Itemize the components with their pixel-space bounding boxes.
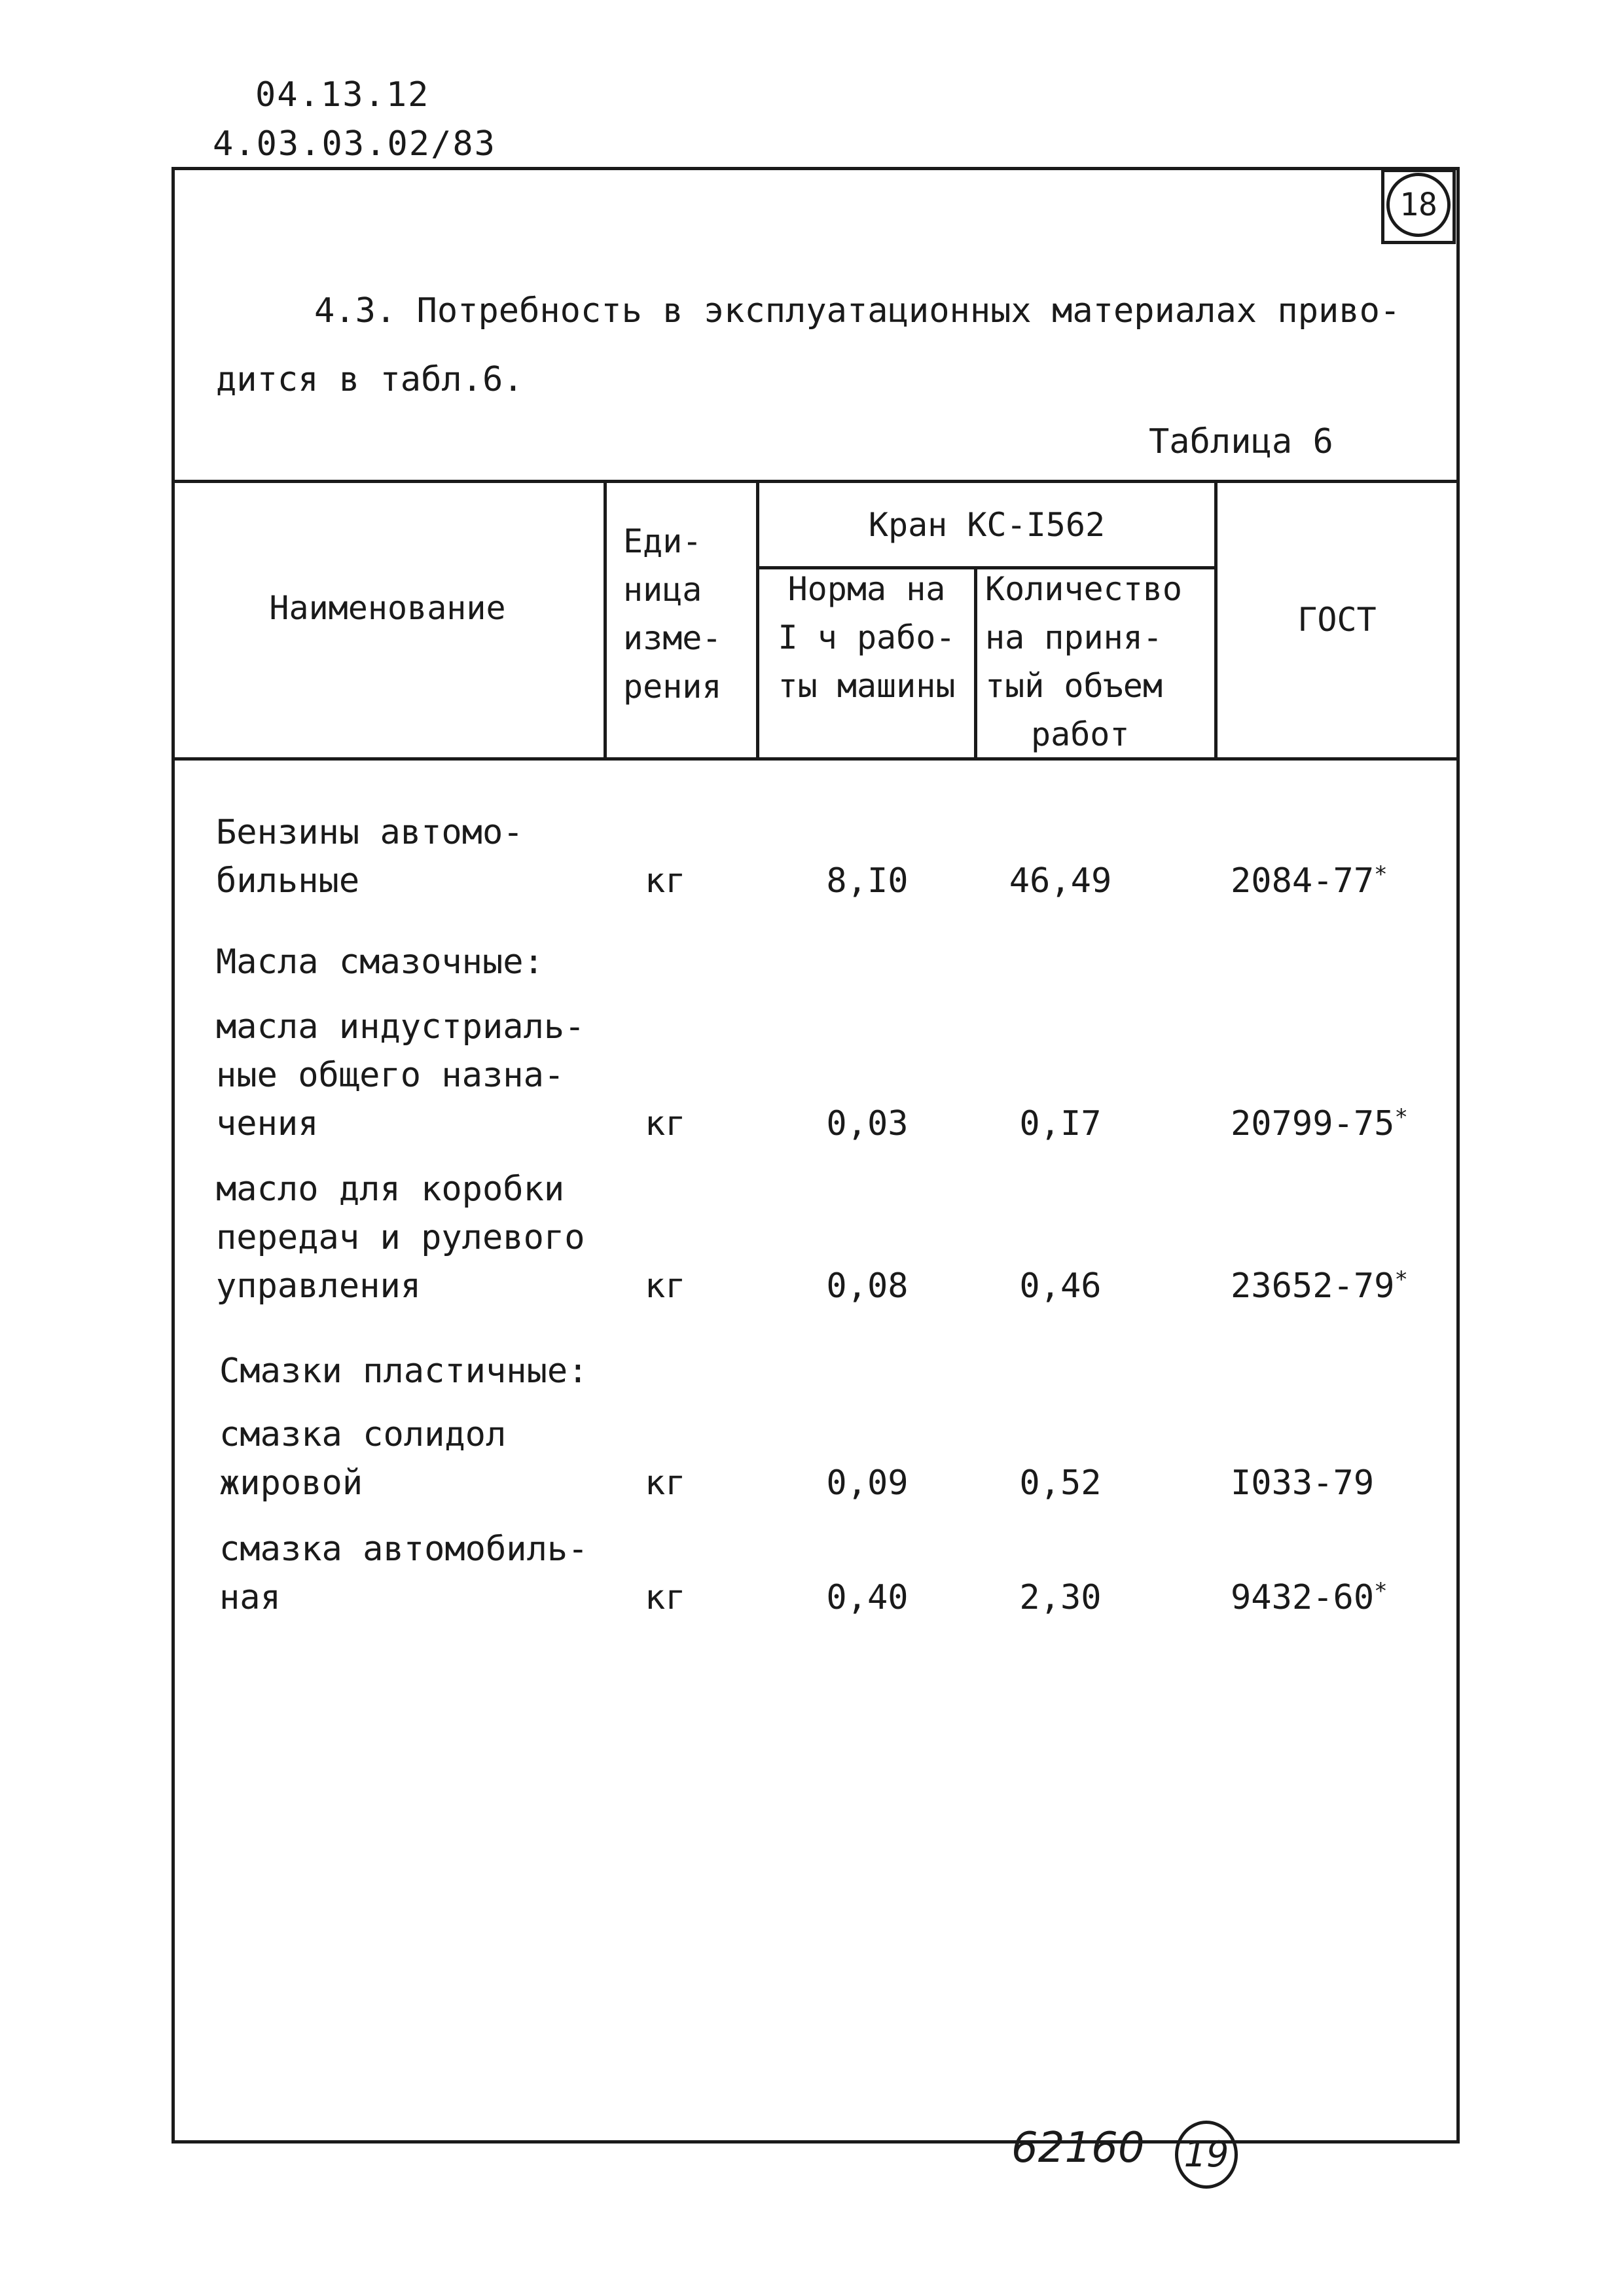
table-header-bottom-border xyxy=(171,757,1460,761)
row-gost-star: * xyxy=(1374,1578,1388,1604)
row-unit: кг xyxy=(645,1578,686,1617)
header-name: Наименование xyxy=(269,589,506,627)
row-quantity: 46,49 xyxy=(1009,861,1112,901)
header-norm-line: ты машины xyxy=(778,667,956,705)
row-norm: 8,I0 xyxy=(826,861,909,901)
header-unit-line: рения xyxy=(623,668,722,706)
header-unit-line: ница xyxy=(623,571,702,609)
row-gost xyxy=(1231,1262,1408,1310)
row-name-line: Бензины автомо- xyxy=(216,813,524,852)
row-gost xyxy=(1231,1459,1374,1507)
row-name xyxy=(219,1525,588,1622)
row-name xyxy=(219,1410,506,1507)
document-code-2: 4.03.03.02/83 xyxy=(213,124,496,164)
page-number: 18 xyxy=(1386,173,1451,237)
row-name-line: ные общего назна- xyxy=(216,1056,565,1095)
row-name-line: масла индустриаль- xyxy=(216,1007,585,1047)
row-name xyxy=(216,1003,585,1148)
row-norm: 0,40 xyxy=(826,1578,909,1617)
table-top-border xyxy=(171,480,1460,483)
row-name-line: масло для коробки xyxy=(216,1170,565,1209)
row-gost-number: 2084-77 xyxy=(1231,861,1375,901)
row-gost xyxy=(1231,857,1388,905)
row-name-line: ная xyxy=(219,1578,281,1617)
row-gost xyxy=(1231,1573,1388,1622)
row-gost-number: 9432-60 xyxy=(1231,1578,1375,1617)
row-name-line: бильные xyxy=(216,861,360,901)
header-norm-line: I ч рабо- xyxy=(778,619,956,656)
row-name-line: смазка солидол xyxy=(219,1415,507,1454)
header-quantity-line: тый объем xyxy=(985,667,1163,705)
row-name xyxy=(216,1165,585,1310)
row-gost-star: * xyxy=(1374,861,1388,888)
document-code-1: 04.13.12 xyxy=(255,75,430,115)
section-heading: Смазки пластичные: xyxy=(219,1352,588,1391)
row-quantity: 0,52 xyxy=(1019,1463,1102,1503)
row-unit: кг xyxy=(645,1463,686,1503)
row-name-line: смазка автомобиль- xyxy=(219,1530,588,1569)
row-unit: кг xyxy=(645,1104,686,1143)
paragraph-line-2: дится в табл.6. xyxy=(216,360,524,399)
header-unit-line: Еди- xyxy=(623,522,702,560)
header-quantity-line: работ xyxy=(1031,715,1130,753)
row-name-line: управления xyxy=(216,1266,422,1306)
row-quantity: 0,46 xyxy=(1019,1266,1102,1306)
row-unit: кг xyxy=(645,861,686,901)
row-name-line: жировой xyxy=(219,1463,363,1503)
row-gost-number: I033-79 xyxy=(1231,1463,1375,1503)
header-unit-line: изме- xyxy=(623,619,722,657)
page-frame xyxy=(171,167,1460,2144)
header-quantity xyxy=(977,565,1222,759)
row-quantity: 0,I7 xyxy=(1019,1104,1102,1143)
header-norm xyxy=(759,565,974,710)
row-gost xyxy=(1231,1100,1408,1148)
row-norm: 0,03 xyxy=(826,1104,909,1143)
header-norm-line: Норма на xyxy=(787,570,946,608)
section-heading: Масла смазочные: xyxy=(216,942,544,982)
row-gost-number: 23652-79 xyxy=(1231,1266,1395,1306)
row-norm: 0,08 xyxy=(826,1266,909,1306)
row-norm: 0,09 xyxy=(826,1463,909,1503)
row-name xyxy=(216,808,524,905)
row-gost-number: 20799-75 xyxy=(1231,1104,1395,1143)
header-crane-group: Кран КС-I562 xyxy=(868,506,1106,544)
row-unit: кг xyxy=(645,1266,686,1306)
row-gost-star: * xyxy=(1394,1104,1408,1130)
row-name-line: передач и рулевого xyxy=(216,1218,585,1257)
header-gost: ГОСТ xyxy=(1297,601,1377,639)
handwritten-number: 62160 xyxy=(1011,2124,1145,2172)
header-quantity-line: на приня- xyxy=(985,619,1163,656)
row-gost-star: * xyxy=(1394,1266,1408,1293)
row-quantity: 2,30 xyxy=(1019,1578,1102,1617)
paragraph-line-1: 4.3. Потребность в эксплуатационных материалах приво- xyxy=(314,291,1401,331)
header-quantity-line: Количество xyxy=(985,570,1183,608)
table-caption: Таблица 6 xyxy=(1149,422,1333,461)
circled-page-number: 19 xyxy=(1175,2121,1238,2189)
header-unit xyxy=(607,517,734,711)
row-name-line: чения xyxy=(216,1104,319,1143)
